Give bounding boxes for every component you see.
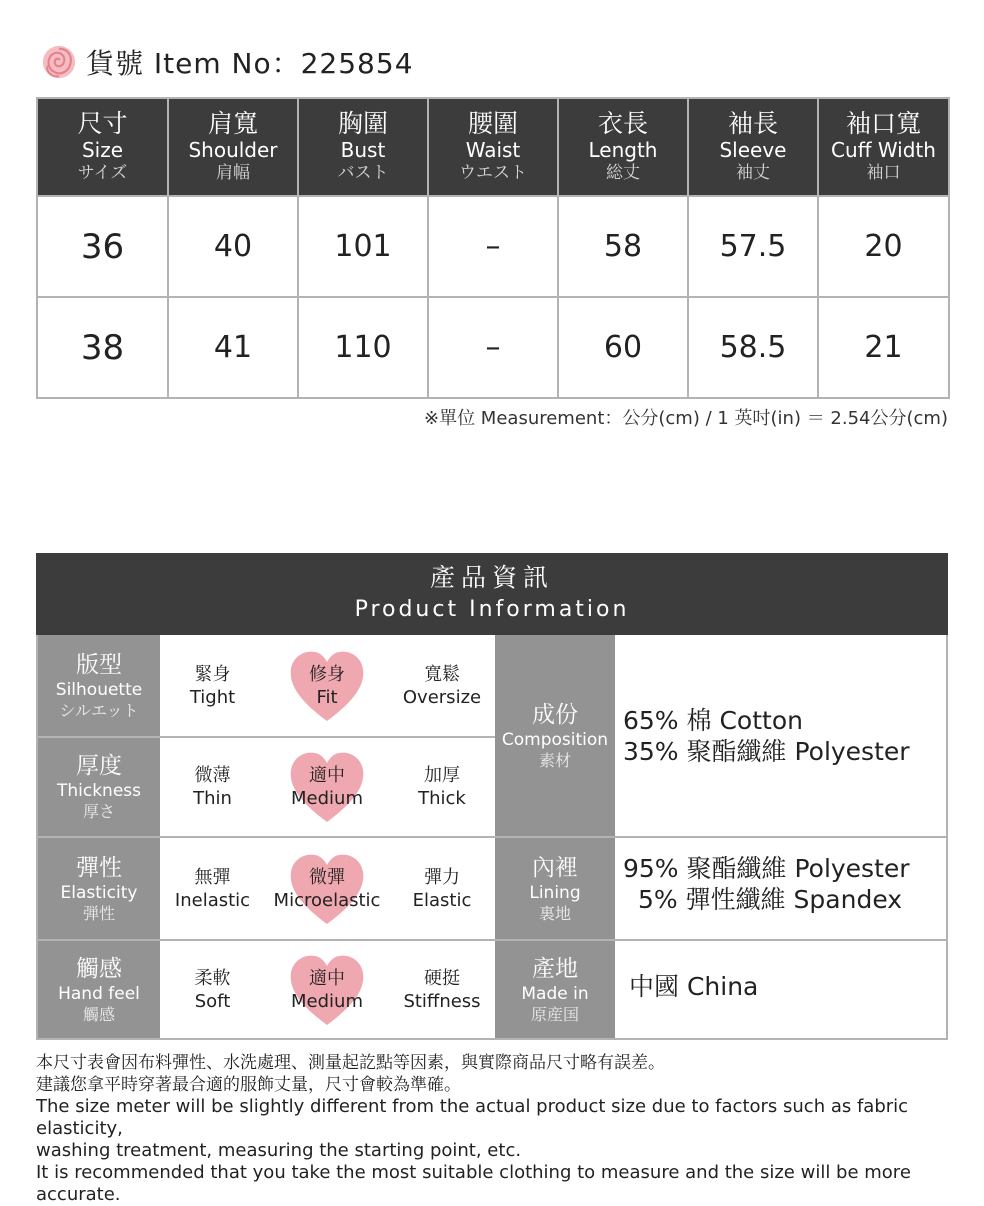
option-thin: 微薄 Thin	[193, 765, 232, 809]
option-fit-selected: 修身 Fit	[265, 635, 389, 736]
option-elastic: 彈力 Elastic	[412, 866, 472, 911]
size-table	[36, 97, 950, 399]
table-cell: 21	[818, 297, 949, 398]
label-made-in: 產地 Made in 原産国	[495, 941, 615, 1038]
table-cell: 38	[37, 297, 168, 398]
option-soft: 柔軟 Soft	[194, 967, 231, 1012]
table-row	[37, 196, 949, 297]
product-info-header	[36, 553, 948, 635]
disclaimer-line: 建議您拿平時穿著最合適的服飾丈量，尺寸會較為準確。	[36, 1075, 461, 1095]
disclaimer-line: The size meter will be slightly different from the actual product size due to factors such as fabric elasticity,	[36, 1096, 909, 1139]
label-lining: 內裡 Lining 裏地	[495, 838, 615, 939]
table-cell: –	[428, 196, 558, 297]
product-info-title-zh: 產品資訊	[429, 563, 554, 592]
table-cell: 20	[818, 196, 949, 297]
table-cell: 110	[298, 297, 428, 398]
disclaimer	[36, 1052, 948, 1206]
divider	[495, 836, 946, 838]
table-cell: 101	[298, 196, 428, 297]
option-microelastic-selected: 微彈 Microelastic	[265, 838, 389, 939]
column-header-bust: 胸圍 Bust バスト	[298, 98, 428, 196]
column-header-waist: 腰圍 Waist ウエスト	[428, 98, 558, 196]
label-composition: 成份 Composition 素材	[495, 635, 615, 836]
made-in-value: 中國 China	[629, 972, 759, 1001]
lining-value: 95% 聚酯纖維 Polyester 5% 彈性纖維 Spandex	[623, 854, 910, 914]
label-hand-feel: 觸感 Hand feel 觸感	[38, 941, 160, 1038]
option-thick: 加厚 Thick	[418, 765, 466, 809]
table-cell: 57.5	[688, 196, 818, 297]
disclaimer-line: It is recommended that you take the most suitable clothing to measure and the size will be more accurate.	[36, 1162, 911, 1205]
column-header-sleeve: 袖長 Sleeve 袖丈	[688, 98, 818, 196]
item-number-header	[40, 40, 414, 84]
column-header-shoulder: 肩寬 Shoulder 肩幅	[168, 98, 298, 196]
option-inelastic: 無彈 Inelastic	[174, 866, 251, 911]
divider	[38, 736, 160, 738]
measurement-note: ※單位 Measurement：公分(cm) / 1 英吋(in) ＝ 2.54公分(cm)	[424, 408, 948, 429]
product-info-table	[36, 635, 948, 1040]
column-header-cuff-width: 袖口寬 Cuff Width 袖口	[818, 98, 949, 196]
option-oversize: 寬鬆 Oversize	[402, 663, 482, 708]
rose-icon	[40, 43, 78, 81]
size-table-header-row	[37, 98, 949, 196]
label-elasticity: 彈性 Elasticity 弾性	[38, 838, 160, 939]
option-medium-feel-selected: 適中 Medium	[265, 941, 389, 1038]
table-cell: –	[428, 297, 558, 398]
table-cell: 40	[168, 196, 298, 297]
label-silhouette: 版型 Silhouette シルエット	[38, 635, 160, 736]
page-title: 貨號 Item No：225854	[86, 47, 414, 80]
table-cell: 60	[558, 297, 688, 398]
column-header-length: 衣長 Length 総丈	[558, 98, 688, 196]
table-row	[37, 297, 949, 398]
table-cell: 58	[558, 196, 688, 297]
option-medium-selected: 適中 Medium	[265, 738, 389, 836]
table-cell: 36	[37, 196, 168, 297]
table-cell: 41	[168, 297, 298, 398]
product-info-title-en: Product Information	[354, 597, 630, 622]
column-header-size: 尺寸 Size サイズ	[37, 98, 168, 196]
composition-value: 65% 棉 Cotton 35% 聚酯纖維 Polyester	[623, 706, 910, 766]
table-cell: 58.5	[688, 297, 818, 398]
disclaimer-line: washing treatment, measuring the starting point, etc.	[36, 1140, 522, 1161]
label-thickness: 厚度 Thickness 厚さ	[38, 738, 160, 836]
option-tight: 緊身 Tight	[189, 663, 236, 708]
option-stiffness: 硬挺 Stiffness	[403, 967, 481, 1012]
disclaimer-line: 本尺寸表會因布料彈性、水洗處理、測量起訖點等因素，與實際商品尺寸略有誤差。	[36, 1053, 665, 1073]
